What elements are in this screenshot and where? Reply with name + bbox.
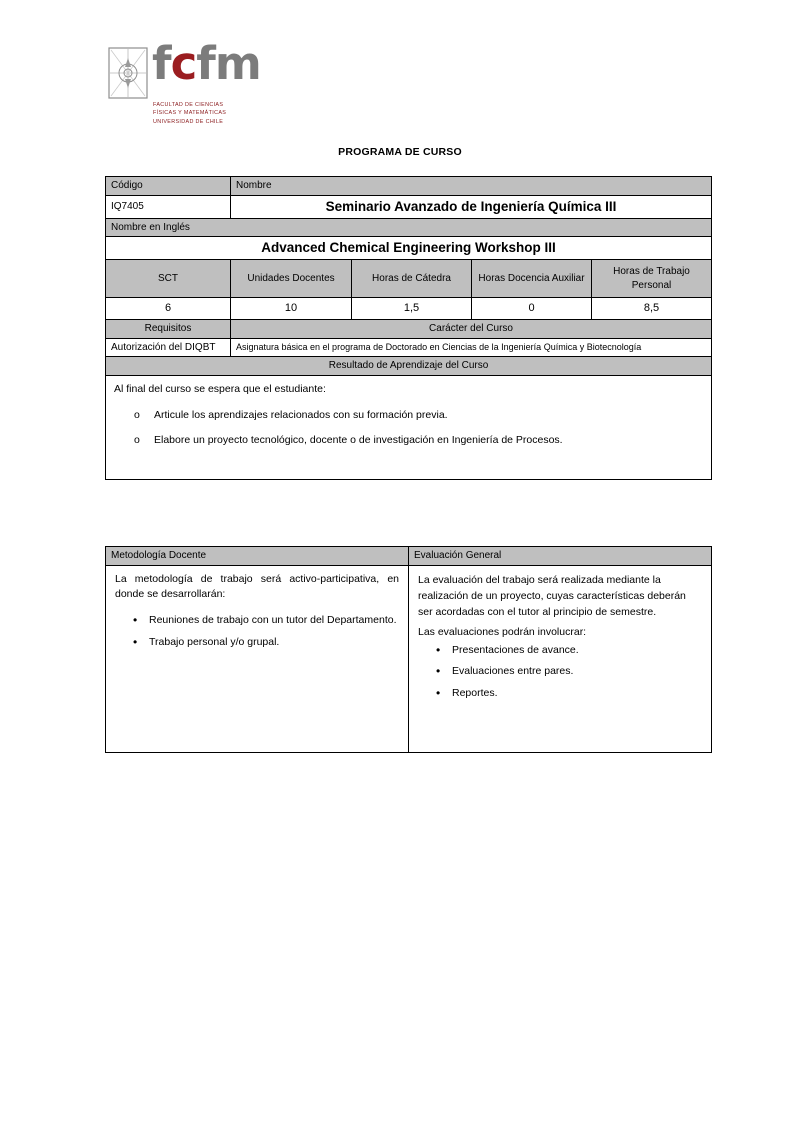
table-row: [106, 375, 712, 480]
metric-value-sct: 6: [106, 298, 231, 320]
evaluation-cell: [409, 565, 712, 752]
page-title: PROGRAMA DE CURSO: [338, 146, 462, 158]
table-row: [106, 237, 712, 260]
table-row: [106, 547, 712, 566]
university-emblem-icon: [108, 47, 148, 99]
english-name-value: Advanced Chemical Engineering Workshop III: [106, 237, 712, 260]
character-value: Asignatura básica en el programa de Doctorado en Ciencias de la Ingeniería Química y Biotecnología: [231, 338, 712, 357]
institution-logo: [108, 37, 261, 130]
learning-outcome-cell: [106, 375, 712, 480]
list-item: • Trabajo personal y/o grupal.: [149, 635, 399, 650]
logo-wordmark: fcfm: [152, 37, 261, 90]
requirements-value: Autorización del DIQBT: [106, 338, 231, 357]
metric-value-horas-docencia-auxiliar: 0: [472, 298, 592, 320]
learning-outcome-lead: Al final del curso se espera que el estudiante:: [114, 382, 326, 395]
english-name-header: Nombre en Inglés: [106, 218, 712, 237]
table-row: [106, 338, 712, 357]
evaluation-header: Evaluación General: [409, 547, 712, 566]
metric-value-unidades-docentes: 10: [231, 298, 352, 320]
table-row: [106, 565, 712, 752]
metric-header-sct: SCT: [106, 260, 231, 298]
course-info-table: [105, 176, 712, 480]
metric-header-horas-docencia-auxiliar: Horas Docencia Auxiliar: [472, 260, 592, 298]
methodology-evaluation-table: [105, 546, 712, 753]
table-row: [106, 177, 712, 196]
table-row: [106, 195, 712, 218]
logo-subtitle-line: FÍSICAS Y MATEMÁTICAS: [153, 110, 227, 117]
list-item: • Reuniones de trabajo con un tutor del Departamento.: [149, 613, 399, 628]
character-header: Carácter del Curso: [231, 320, 712, 339]
code-header: Código: [106, 177, 231, 196]
methodology-cell: [106, 565, 409, 752]
table-row: [106, 357, 712, 376]
metric-header-horas-trabajo-personal: Horas de Trabajo Personal: [592, 260, 712, 298]
evaluation-paragraph-2: Las evaluaciones podrán involucrar:: [418, 626, 587, 639]
evaluation-paragraph-1: La evaluación del trabajo será realizada mediante la realización de un proyecto, cuyas características deberán ser acordadas con el tutor al principio de semestre.: [418, 573, 686, 619]
methodology-header: Metodología Docente: [106, 547, 409, 566]
list-item: o Articule los aprendizajes relacionados con su formación previa.: [154, 408, 703, 423]
list-item: • Reportes.: [452, 686, 702, 701]
metric-header-unidades-docentes: Unidades Docentes: [231, 260, 352, 298]
methodology-intro: La metodología de trabajo será activo-participativa, en donde se desarrollarán:: [115, 572, 399, 601]
list-item: • Evaluaciones entre pares.: [452, 664, 702, 679]
table-row: [106, 260, 712, 298]
evaluation-list: [418, 643, 702, 701]
list-item: o Elabore un proyecto tecnológico, docente o de investigación en Ingeniería de Procesos.: [154, 433, 703, 448]
metric-value-horas-trabajo-personal: 8,5: [592, 298, 712, 320]
code-value: IQ7405: [106, 195, 231, 218]
logo-subtitle-line: FACULTAD DE CIENCIAS: [153, 102, 224, 108]
table-row: [106, 218, 712, 237]
table-row: [106, 320, 712, 339]
list-item: • Presentaciones de avance.: [452, 643, 702, 658]
methodology-list: [115, 613, 399, 649]
table-row: [106, 298, 712, 320]
requirements-header: Requisitos: [106, 320, 231, 339]
course-name-value: Seminario Avanzado de Ingeniería Química III: [231, 195, 712, 218]
metric-header-horas-catedra: Horas de Cátedra: [352, 260, 472, 298]
learning-outcome-list: [114, 408, 703, 447]
logo-subtitle-line: UNIVERSIDAD DE CHILE: [153, 118, 224, 125]
name-header: Nombre: [231, 177, 712, 196]
learning-outcome-header: Resultado de Aprendizaje del Curso: [106, 357, 712, 376]
metric-value-horas-catedra: 1,5: [352, 298, 472, 320]
logo-subtitle: [153, 101, 226, 126]
